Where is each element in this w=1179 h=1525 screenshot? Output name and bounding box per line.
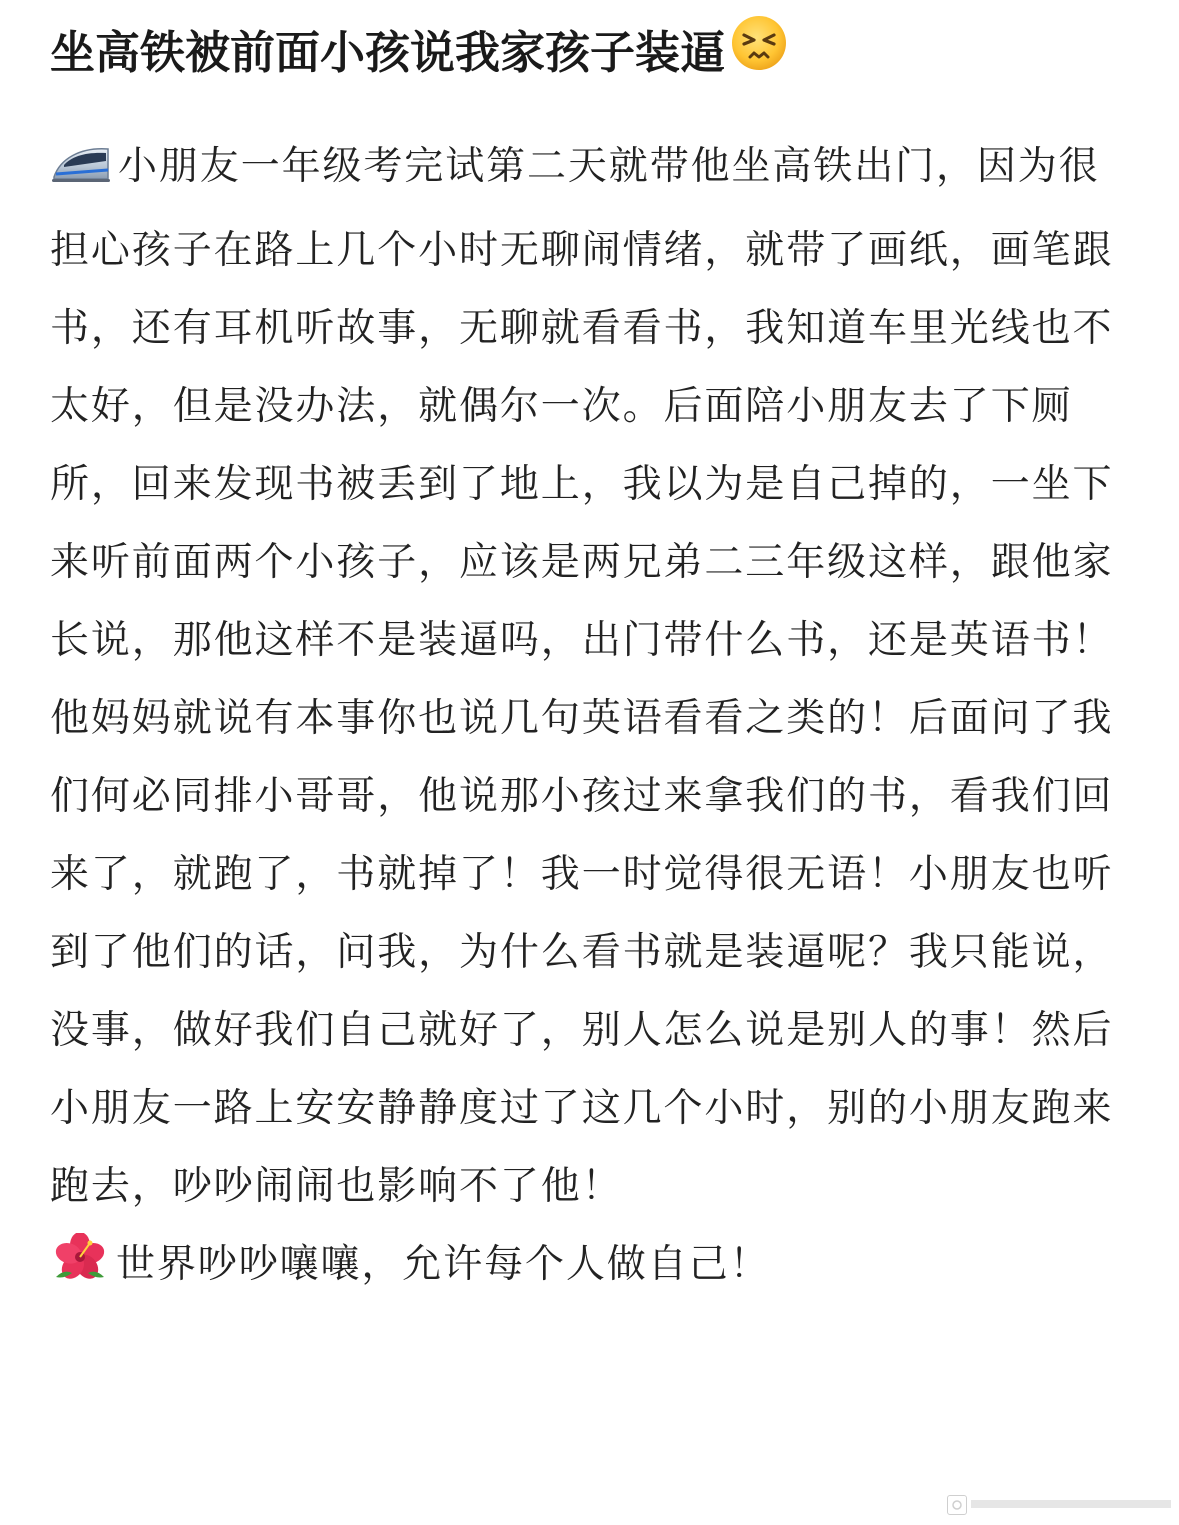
- watermark-logo-icon: [947, 1495, 967, 1515]
- watermark: [947, 1495, 1171, 1515]
- post-body: [50, 128, 1130, 1310]
- post-body-paragraph: [50, 128, 1130, 1226]
- post-closing-paragraph: [50, 1226, 1130, 1310]
- hibiscus-flower-icon: [50, 1232, 110, 1310]
- post-container: [50, 18, 1140, 1310]
- post-title: 坐高铁被前面小孩说我家孩子装逼: [50, 26, 726, 79]
- watermark-bars-icon: [971, 1496, 1171, 1515]
- post-closing-text: 世界吵吵嚷嚷，允许每个人做自己！: [116, 1242, 771, 1287]
- post-body-text: 小朋友一年级考完试第二天就带他坐高铁出门，因为很担心孩子在路上几个小时无聊闹情绪，就带了画纸，画笔跟书，还有耳机听故事，无聊就看看书，我知道车里光线也不太好，但是没办法，就偶尔一次。后面陪小朋友去了下厕所，回来发现书被丢到了地上，我以为是自己掉的，一坐下来听前面两个小孩子，应该是两兄弟二三年级这样，跟他家长说，那他这样不是装逼吗，出门带什么书，还是英语书！他妈妈就说有本事你也说几句英语看看之类的！后面问了我们何必同排小哥哥，他说那小孩过来拿我们的书，看我们回来了，就跑了，书就掉了！我一时觉得很无语！小朋友也听到了他们的话，问我，为什么看书就是装逼呢？我只能说，没事，做好我们自己就好了，别人怎么说是别人的事！然后小朋友一路上安安静静度过了这几个小时，别的小朋友跑来跑去，吵吵闹闹也影响不了他！: [50, 144, 1114, 1209]
- high-speed-train-icon: [50, 134, 112, 212]
- post-title-row: [50, 18, 1140, 88]
- persevering-face-icon: [729, 13, 789, 93]
